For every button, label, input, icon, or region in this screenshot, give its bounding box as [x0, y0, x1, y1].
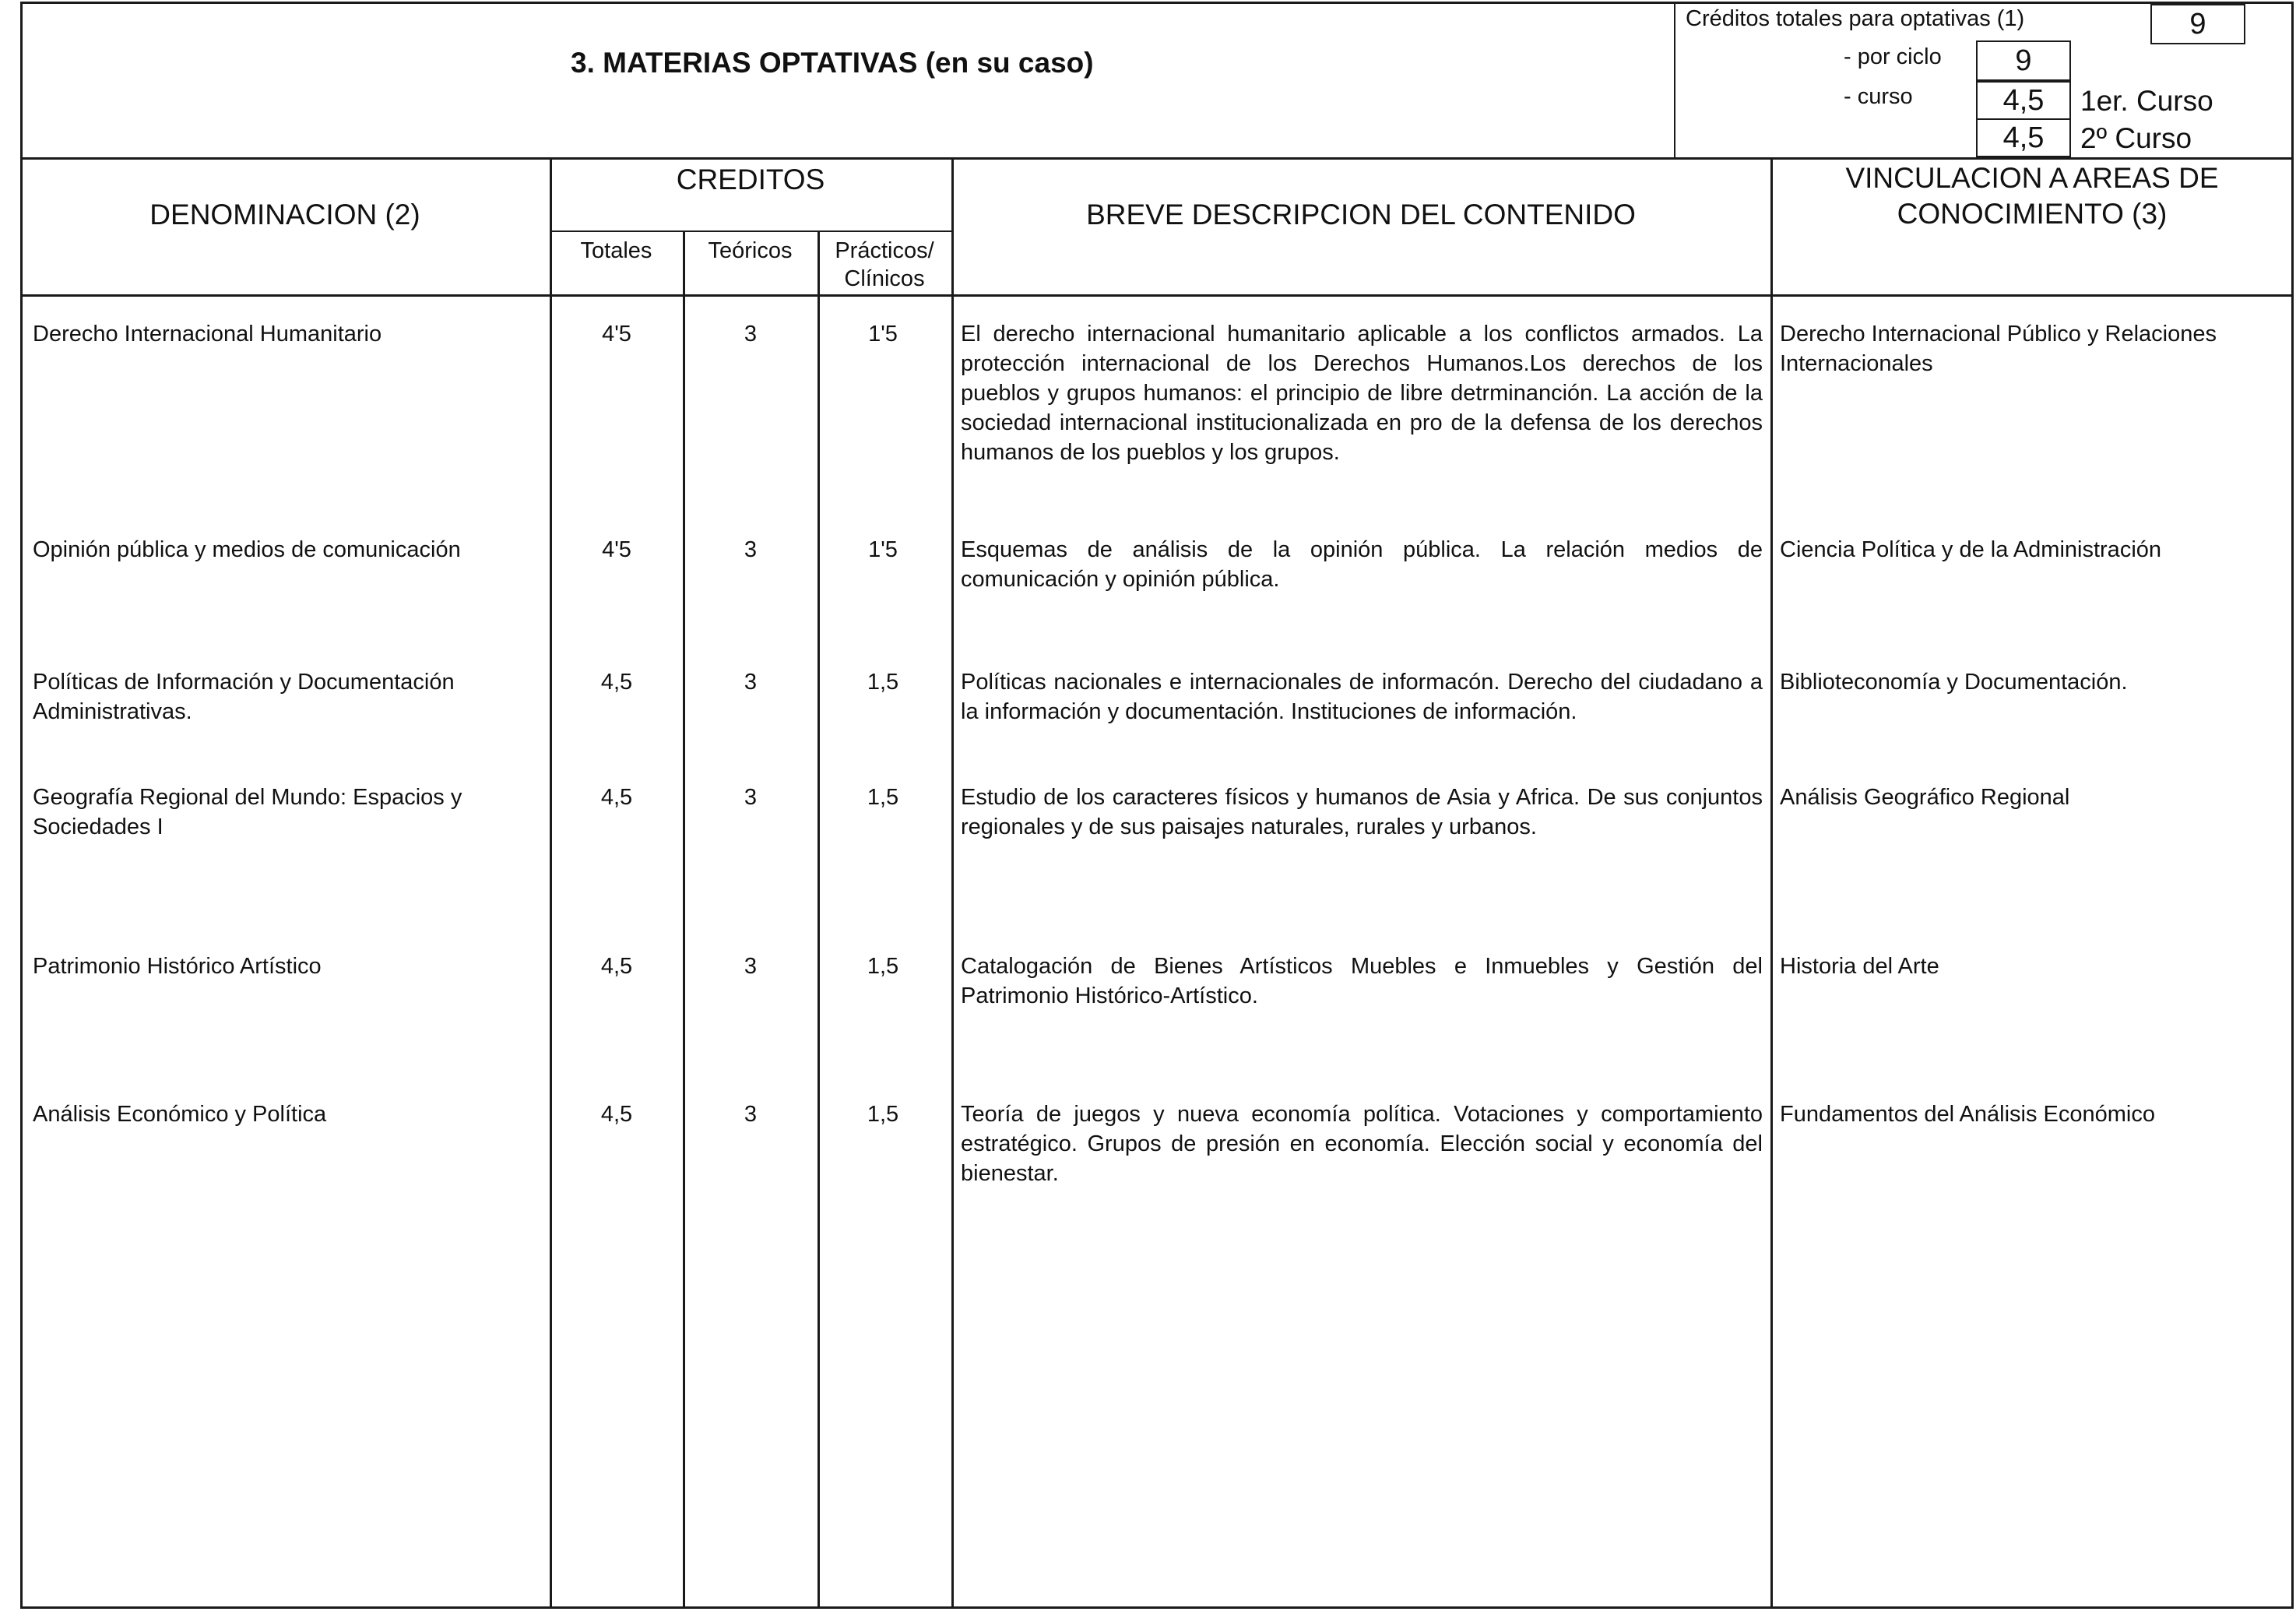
frame-bottom	[20, 1606, 2294, 1609]
row-2-name: Opinión pública y medios de comunicación	[33, 537, 461, 562]
row-4-practicos: 1,5	[867, 785, 899, 810]
row-3-teoricos: 3	[744, 670, 758, 695]
row-1-name: Derecho Internacional Humanitario	[33, 322, 382, 347]
header-divider	[20, 157, 2294, 160]
col-practicos-line2: Clínicos	[844, 266, 925, 291]
row-3-totales: 4,5	[600, 670, 633, 695]
col-teoricos: Teóricos	[708, 238, 793, 263]
frame-right	[2291, 2, 2294, 1609]
col-line-4	[951, 157, 954, 1609]
row-1-practicos: 1'5	[868, 322, 898, 347]
row-3-area: Biblioteconomía y Documentación.	[1780, 670, 2128, 695]
curso-label-1: 1er. Curso	[2080, 85, 2213, 117]
curso-box-2: 4,5	[1976, 118, 2071, 157]
frame-top	[20, 2, 2294, 4]
curso-label: - curso	[1844, 84, 1913, 109]
row-5-practicos: 1,5	[867, 954, 899, 979]
header-credits-divider	[1674, 2, 1675, 157]
col-vinculacion-line1: VINCULACION A AREAS DE	[1845, 162, 2219, 194]
row-2-description: Esquemas de análisis de la opinión pública. La relación medios de comunicación y opinión pública.	[961, 537, 1763, 592]
col-line-1	[550, 157, 552, 1609]
row-6-practicos: 1,5	[867, 1102, 899, 1127]
row-4-name: Geografía Regional del Mundo: Espacios y Sociedades I	[33, 785, 462, 839]
row-6-teoricos: 3	[744, 1102, 758, 1127]
col-descripcion: BREVE DESCRIPCION DEL CONTENIDO	[1086, 199, 1636, 230]
row-3-description: Políticas nacionales e internacionales de informacón. Derecho del ciudadano a la información y documentación. Instituciones de información.	[961, 670, 1763, 724]
por-ciclo-box: 9	[1976, 40, 2071, 81]
col-vinculacion-line2: CONOCIMIENTO (3)	[1897, 198, 2168, 230]
row-2-area: Ciencia Política y de la Administración	[1780, 537, 2162, 562]
row-1-totales: 4'5	[602, 322, 631, 347]
row-1-area: Derecho Internacional Público y Relaciones Internacionales	[1780, 322, 2217, 376]
row-5-teoricos: 3	[744, 954, 758, 979]
row-4-description: Estudio de los caracteres físicos y humanos de Asia y Africa. De sus conjuntos regionales y de sus paisajes naturales, rurales y urbanos.	[961, 785, 1763, 839]
row-6-name: Análisis Económico y Política	[33, 1102, 327, 1127]
row-2-practicos: 1'5	[868, 537, 898, 562]
row-3-name: Políticas de Información y Documentación Administrativas.	[33, 670, 455, 724]
row-4-area: Análisis Geográfico Regional	[1780, 785, 2070, 810]
col-denominacion: DENOMINACION (2)	[149, 199, 420, 230]
row-1-description: El derecho internacional humanitario aplicable a los conflictos armados. La protección internacional de los Derechos Humanos.Los derechos de los pueblos y grupos humanos: el principio de libre detrminanción. La acción de la sociedad internacional institucionalizada en pro de la defensa de los derechos humanos de los pueblos y los grupos.	[961, 322, 1763, 465]
row-5-totales: 4,5	[600, 954, 633, 979]
row-5-name: Patrimonio Histórico Artístico	[33, 954, 322, 979]
col-line-3	[817, 230, 820, 1609]
row-3-practicos: 1,5	[867, 670, 899, 695]
row-5-area: Historia del Arte	[1780, 954, 1939, 979]
row-6-description: Teoría de juegos y nueva economía política. Votaciones y comportamiento estratégico. Grupos de presión en economía. Elección social y economía del bienestar.	[961, 1102, 1763, 1186]
col-practicos-line1: Prácticos/	[835, 238, 934, 263]
row-2-totales: 4'5	[602, 537, 631, 562]
curso-box-1: 4,5	[1976, 81, 2071, 120]
frame-left	[20, 2, 23, 1609]
col-line-2	[683, 230, 685, 1609]
column-header-bottom	[20, 294, 2294, 297]
creditos-divider	[550, 230, 953, 232]
row-2-teoricos: 3	[744, 537, 758, 562]
col-creditos: CREDITOS	[676, 164, 825, 195]
row-5-description: Catalogación de Bienes Artísticos Muebles e Inmuebles y Gestión del Patrimonio Histórico-Artístico.	[961, 954, 1763, 1008]
title-suffix: (en su caso)	[925, 47, 1094, 79]
row-6-totales: 4,5	[600, 1102, 633, 1127]
row-4-totales: 4,5	[600, 785, 633, 810]
row-1-teoricos: 3	[744, 322, 758, 347]
col-practicos	[817, 237, 951, 293]
curso-label-2: 2º Curso	[2080, 122, 2192, 154]
row-4-teoricos: 3	[744, 785, 758, 810]
col-line-5	[1770, 157, 1773, 1609]
por-ciclo-label: - por ciclo	[1844, 44, 1942, 69]
title-main: 3. MATERIAS OPTATIVAS	[571, 47, 918, 79]
page-title	[571, 47, 1094, 79]
row-6-area: Fundamentos del Análisis Económico	[1780, 1102, 2155, 1127]
col-vinculacion	[1770, 160, 2294, 232]
credits-total-box: 9	[2150, 4, 2245, 44]
credits-total-label: Créditos totales para optativas (1)	[1686, 6, 2025, 31]
col-totales: Totales	[580, 238, 652, 263]
